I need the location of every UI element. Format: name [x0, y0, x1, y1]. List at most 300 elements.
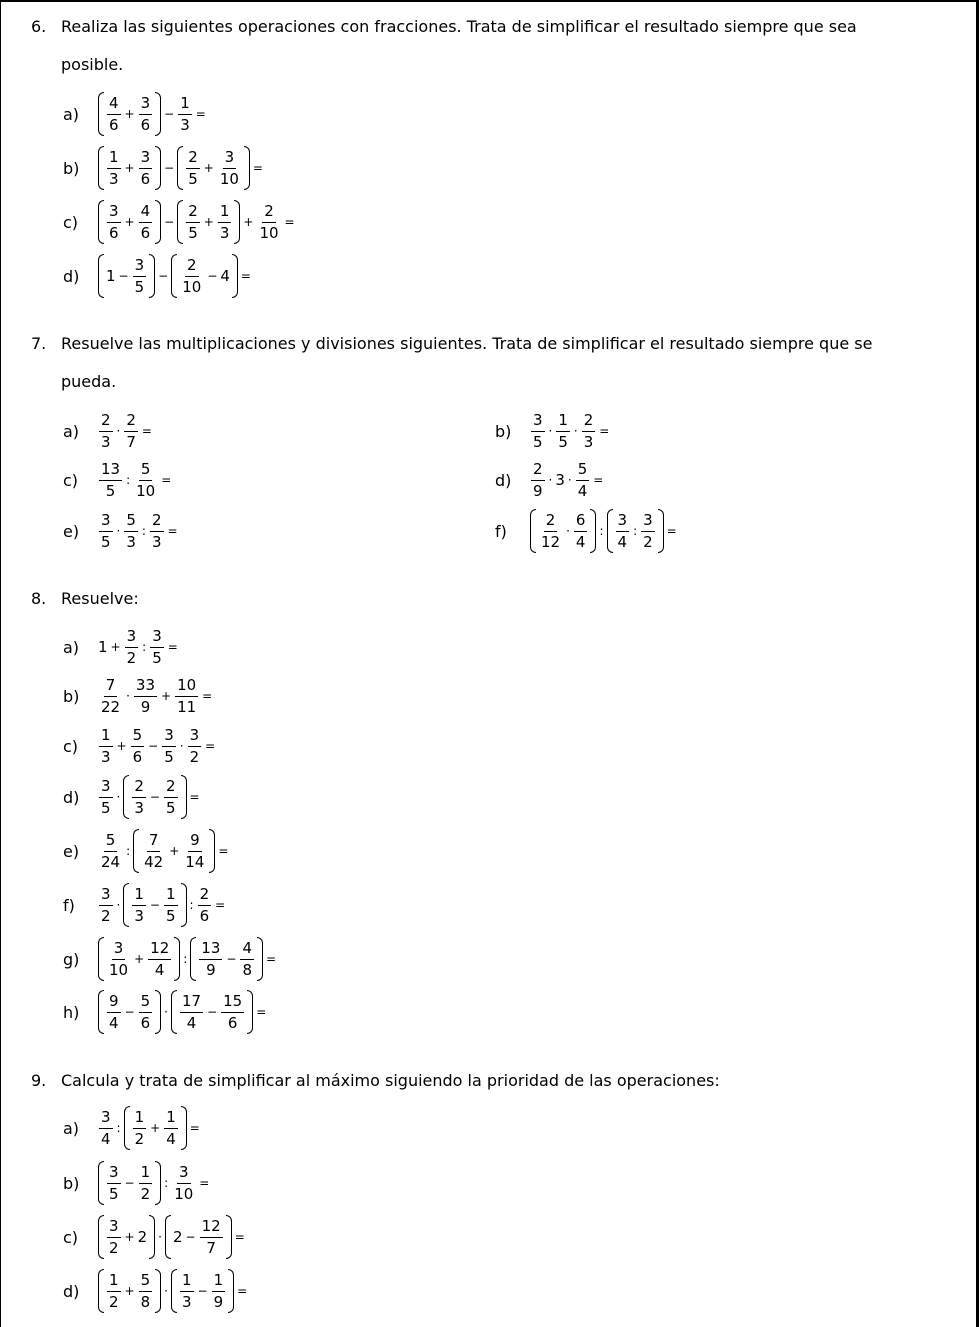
item-label: a)	[63, 421, 80, 441]
item-label: d)	[63, 787, 80, 807]
numerator: 1	[139, 1164, 153, 1184]
exercise-statement-line2: pueda.	[61, 372, 117, 391]
fraction	[99, 886, 113, 925]
item-label: d)	[63, 1281, 80, 1301]
denominator: 5	[558, 432, 568, 451]
denominator: 2	[643, 532, 653, 551]
operator: +	[116, 739, 127, 753]
denominator: 3	[583, 432, 594, 451]
fraction	[139, 203, 153, 242]
ex8-item-e	[63, 826, 230, 876]
math-expression	[97, 990, 268, 1034]
left-paren	[98, 92, 104, 136]
fraction	[162, 727, 176, 766]
numerator: 5	[576, 461, 590, 481]
left-paren	[530, 509, 536, 553]
right-paren	[155, 92, 161, 136]
fraction	[180, 1272, 194, 1311]
numerator: 6	[574, 512, 588, 532]
numerator: 9	[188, 832, 202, 852]
numerator: 3	[616, 512, 630, 532]
fraction	[124, 512, 138, 551]
left-paren	[171, 990, 177, 1034]
math-expression	[97, 200, 297, 244]
right-paren	[155, 1269, 161, 1313]
fraction	[641, 512, 655, 551]
operator: =	[240, 269, 251, 283]
operator: −	[118, 269, 129, 283]
item-label: c)	[63, 212, 79, 232]
denominator: 5	[533, 432, 543, 451]
left-paren	[98, 990, 104, 1034]
fraction	[99, 677, 122, 716]
integer: 2	[137, 1228, 148, 1246]
numerator: 3	[107, 1218, 121, 1238]
ex6-item-b	[63, 143, 265, 193]
numerator: 2	[544, 512, 558, 532]
numerator: 5	[104, 832, 118, 852]
item-label: g)	[63, 949, 80, 969]
denominator: 11	[177, 697, 197, 716]
ex9-item-d	[63, 1266, 249, 1316]
numerator: 12	[148, 940, 171, 960]
numerator: 2	[186, 203, 200, 223]
fraction	[186, 203, 200, 242]
math-expression	[529, 509, 679, 553]
operator: −	[164, 215, 175, 229]
numerator: 2	[99, 412, 113, 432]
fraction	[125, 628, 139, 667]
item-label: f)	[63, 895, 75, 915]
fraction	[139, 149, 153, 188]
item-label: d)	[495, 470, 512, 490]
item-label: e)	[63, 521, 80, 541]
numerator: 3	[112, 940, 126, 960]
operator: =	[195, 107, 206, 121]
right-paren	[155, 146, 161, 190]
fraction	[539, 512, 562, 551]
operator: ·	[164, 1005, 168, 1019]
operator: :	[126, 844, 131, 858]
operator: :	[141, 524, 146, 538]
operator: =	[167, 640, 178, 654]
operator: +	[150, 1121, 161, 1135]
right-paren	[658, 509, 664, 553]
item-label: c)	[63, 470, 79, 490]
fraction	[576, 461, 590, 500]
operator: =	[599, 424, 610, 438]
fraction	[574, 512, 588, 551]
denominator: 5	[105, 481, 116, 500]
exercise-statement-line2: posible.	[61, 55, 124, 74]
fraction	[556, 412, 570, 451]
exercise-statement-line1: Resuelve las multiplicaciones y divisiones siguientes. Trata de simplificar el resultado siempre que se	[61, 334, 873, 353]
numerator: 3	[641, 512, 655, 532]
numerator: 5	[131, 727, 145, 747]
fraction	[107, 940, 130, 979]
operator: +	[134, 952, 145, 966]
operator: −	[124, 1005, 135, 1019]
operator: +	[161, 689, 172, 703]
math-expression	[97, 677, 214, 716]
fraction	[221, 993, 244, 1032]
denominator: 24	[101, 852, 121, 871]
numerator: 3	[177, 1164, 191, 1184]
operator: =	[252, 161, 263, 175]
denominator: 3	[134, 906, 144, 925]
math-expression	[97, 146, 265, 190]
denominator: 12	[541, 532, 561, 551]
numerator: 3	[188, 727, 202, 747]
denominator: 5	[165, 798, 176, 817]
operator: :	[164, 1176, 169, 1190]
ex7-item-b	[495, 406, 611, 456]
numerator: 3	[139, 149, 153, 169]
fraction	[107, 993, 121, 1032]
denominator: 6	[227, 1013, 238, 1032]
fraction	[218, 149, 241, 188]
integer: 4	[220, 267, 230, 285]
fraction	[531, 412, 545, 451]
denominator: 2	[140, 1184, 151, 1203]
operator: =	[237, 1284, 248, 1298]
denominator: 5	[152, 648, 162, 667]
denominator: 3	[126, 532, 136, 551]
right-paren	[174, 937, 180, 981]
fraction	[183, 832, 206, 871]
denominator: 5	[134, 277, 145, 296]
fraction	[180, 993, 203, 1032]
ex8-item-d	[63, 772, 202, 822]
numerator: 3	[107, 203, 121, 223]
fraction	[107, 1272, 121, 1311]
fraction	[172, 1164, 195, 1203]
operator: ·	[158, 1230, 162, 1244]
denominator: 4	[109, 1013, 119, 1032]
operator: :	[633, 524, 638, 538]
fraction	[218, 203, 232, 242]
denominator: 10	[182, 277, 202, 296]
denominator: 3	[151, 532, 162, 551]
ex9-item-a	[63, 1103, 202, 1153]
item-label: b)	[63, 1173, 80, 1193]
fraction	[99, 778, 113, 817]
denominator: 10	[174, 1184, 194, 1203]
numerator: 1	[218, 203, 232, 223]
denominator: 3	[181, 1292, 192, 1311]
operator: =	[141, 424, 152, 438]
math-expression	[97, 512, 180, 551]
math-expression	[97, 254, 253, 298]
exercise-number: 8.	[31, 589, 47, 608]
operator: −	[148, 739, 159, 753]
item-label: b)	[63, 686, 80, 706]
denominator: 8	[140, 1292, 151, 1311]
right-paren	[234, 200, 240, 244]
operator: +	[110, 640, 121, 654]
operator: +	[124, 215, 135, 229]
operator: :	[116, 1121, 121, 1135]
fraction	[164, 886, 178, 925]
numerator: 3	[99, 778, 113, 798]
operator: =	[284, 215, 295, 229]
denominator: 22	[101, 697, 121, 716]
numerator: 2	[531, 461, 545, 481]
fraction	[132, 778, 146, 817]
numerator: 9	[107, 993, 121, 1013]
denominator: 3	[109, 169, 119, 188]
right-paren	[149, 1215, 155, 1259]
right-paren	[232, 254, 238, 298]
numerator: 13	[199, 940, 222, 960]
math-expression	[97, 92, 208, 136]
numerator: 3	[133, 257, 147, 277]
operator: =	[666, 524, 677, 538]
numerator: 2	[150, 512, 164, 532]
math-expression	[97, 883, 227, 927]
item-label: c)	[63, 1227, 79, 1247]
item-label: h)	[63, 1002, 80, 1022]
operator: :	[126, 473, 131, 487]
numerator: 2	[124, 412, 138, 432]
denominator: 4	[577, 481, 588, 500]
item-label: d)	[63, 266, 80, 286]
operator: −	[149, 898, 160, 912]
operator: −	[164, 161, 175, 175]
fraction	[99, 1109, 113, 1148]
operator: −	[226, 952, 237, 966]
operator: :	[183, 952, 188, 966]
ex8-item-h	[63, 987, 268, 1037]
denominator: 7	[126, 432, 136, 451]
left-paren	[98, 200, 104, 244]
fraction	[199, 940, 222, 979]
integer: 2	[172, 1228, 183, 1246]
operator: −	[164, 107, 175, 121]
integer: 1	[98, 638, 108, 656]
numerator: 3	[99, 512, 113, 532]
operator: =	[199, 1176, 210, 1190]
operator: −	[207, 269, 218, 283]
denominator: 4	[186, 1013, 197, 1032]
denominator: 6	[132, 747, 143, 766]
right-paren	[257, 937, 263, 981]
exercise-6-heading	[31, 8, 946, 84]
denominator: 10	[136, 481, 156, 500]
denominator: 5	[188, 223, 198, 242]
denominator: 3	[180, 115, 190, 134]
operator: =	[167, 524, 178, 538]
numerator: 5	[139, 1272, 153, 1292]
fraction	[175, 677, 198, 716]
math-expression	[97, 829, 230, 873]
denominator: 4	[575, 532, 586, 551]
operator: +	[124, 107, 135, 121]
ex9-item-c	[63, 1212, 247, 1262]
right-paren	[226, 1215, 232, 1259]
exercise-number: 9.	[31, 1071, 47, 1090]
denominator: 6	[140, 1013, 151, 1032]
fraction	[107, 149, 121, 188]
denominator: 5	[164, 747, 174, 766]
numerator: 1	[132, 886, 146, 906]
math-expression	[97, 1161, 211, 1205]
left-paren	[607, 509, 613, 553]
denominator: 9	[140, 697, 151, 716]
denominator: 2	[109, 1238, 119, 1257]
denominator: 6	[109, 115, 119, 134]
numerator: 2	[186, 149, 200, 169]
numerator: 2	[185, 257, 199, 277]
denominator: 10	[109, 960, 129, 979]
left-paren	[171, 254, 177, 298]
item-label: c)	[63, 736, 79, 756]
numerator: 1	[180, 1272, 194, 1292]
fraction	[134, 677, 157, 716]
operator: =	[266, 952, 277, 966]
denominator: 5	[165, 906, 176, 925]
fraction	[186, 149, 200, 188]
fraction	[139, 95, 153, 134]
denominator: 5	[101, 532, 111, 551]
ex7-item-c	[63, 455, 173, 505]
operator: =	[161, 473, 172, 487]
denominator: 6	[140, 115, 151, 134]
operator: −	[207, 1005, 218, 1019]
fraction	[212, 1272, 226, 1311]
left-paren	[133, 829, 139, 873]
fraction	[107, 95, 121, 134]
fraction	[188, 727, 202, 766]
right-paren	[181, 883, 187, 927]
numerator: 4	[139, 203, 153, 223]
ex8-item-c	[63, 721, 217, 771]
numerator: 3	[99, 886, 113, 906]
fraction	[148, 940, 171, 979]
math-expression	[529, 461, 605, 500]
numerator: 1	[556, 412, 570, 432]
denominator: 3	[134, 798, 144, 817]
operator: +	[243, 215, 254, 229]
operator: :	[189, 898, 194, 912]
numerator: 5	[139, 461, 153, 481]
fraction	[178, 95, 192, 134]
operator: +	[203, 161, 214, 175]
numerator: 1	[107, 149, 121, 169]
left-paren	[98, 1215, 104, 1259]
operator: :	[142, 640, 147, 654]
numerator: 3	[223, 149, 237, 169]
fraction	[99, 412, 113, 451]
operator: ·	[116, 790, 121, 804]
fraction	[124, 412, 138, 451]
numerator: 4	[107, 95, 121, 115]
denominator: 2	[109, 1292, 119, 1311]
operator: =	[202, 689, 213, 703]
numerator: 5	[139, 993, 153, 1013]
denominator: 2	[126, 648, 137, 667]
exercise-number: 6.	[31, 17, 47, 36]
left-paren	[165, 1215, 171, 1259]
operator: −	[149, 790, 160, 804]
numerator: 2	[262, 203, 276, 223]
fraction	[133, 1109, 147, 1148]
right-paren	[209, 829, 215, 873]
numerator: 13	[99, 461, 122, 481]
fraction	[142, 832, 165, 871]
numerator: 3	[125, 628, 139, 648]
math-expression	[97, 775, 202, 819]
ex9-item-b	[63, 1158, 211, 1208]
operator: −	[124, 1176, 135, 1190]
operator: =	[189, 1121, 200, 1135]
operator: ·	[164, 1284, 168, 1298]
numerator: 5	[124, 512, 138, 532]
numerator: 1	[107, 1272, 121, 1292]
numerator: 3	[107, 1164, 121, 1184]
ex8-item-g	[63, 934, 278, 984]
fraction	[132, 886, 146, 925]
operator: =	[234, 1230, 245, 1244]
exercise-statement-line1: Realiza las siguientes operaciones con fracciones. Trata de simplificar el resultado siempre que sea	[61, 17, 857, 36]
denominator: 9	[206, 960, 216, 979]
right-paren	[590, 509, 596, 553]
operator: +	[124, 1230, 135, 1244]
fraction	[582, 412, 596, 451]
left-paren	[123, 775, 129, 819]
item-label: a)	[63, 104, 80, 124]
denominator: 6	[140, 169, 151, 188]
exercise-9-heading	[31, 1062, 946, 1100]
fraction	[99, 727, 113, 766]
denominator: 6	[199, 906, 210, 925]
right-paren	[181, 775, 187, 819]
denominator: 2	[189, 747, 200, 766]
item-label: b)	[495, 421, 512, 441]
left-paren	[124, 1106, 130, 1150]
fraction	[139, 1272, 153, 1311]
denominator: 9	[533, 481, 543, 500]
fraction	[131, 727, 145, 766]
numerator: 1	[133, 1109, 147, 1129]
right-paren	[155, 990, 161, 1034]
operator: ·	[573, 424, 578, 438]
operator: =	[215, 898, 226, 912]
ex6-item-d	[63, 251, 253, 301]
denominator: 5	[109, 1184, 119, 1203]
math-expression	[97, 1215, 247, 1259]
denominator: 14	[185, 852, 205, 871]
denominator: 5	[101, 798, 111, 817]
numerator: 1	[99, 727, 113, 747]
fraction	[164, 1109, 178, 1148]
denominator: 6	[140, 223, 151, 242]
right-paren	[155, 1161, 161, 1205]
operator: ·	[548, 473, 553, 487]
left-paren	[177, 200, 183, 244]
denominator: 3	[101, 747, 111, 766]
fraction	[150, 628, 164, 667]
numerator: 1	[178, 95, 192, 115]
left-paren	[98, 146, 104, 190]
numerator: 3	[99, 1109, 113, 1129]
item-label: b)	[63, 158, 80, 178]
denominator: 10	[219, 169, 239, 188]
ex6-item-c	[63, 197, 297, 247]
exercise-8-heading	[31, 580, 946, 618]
fraction	[150, 512, 164, 551]
math-expression	[97, 461, 173, 500]
